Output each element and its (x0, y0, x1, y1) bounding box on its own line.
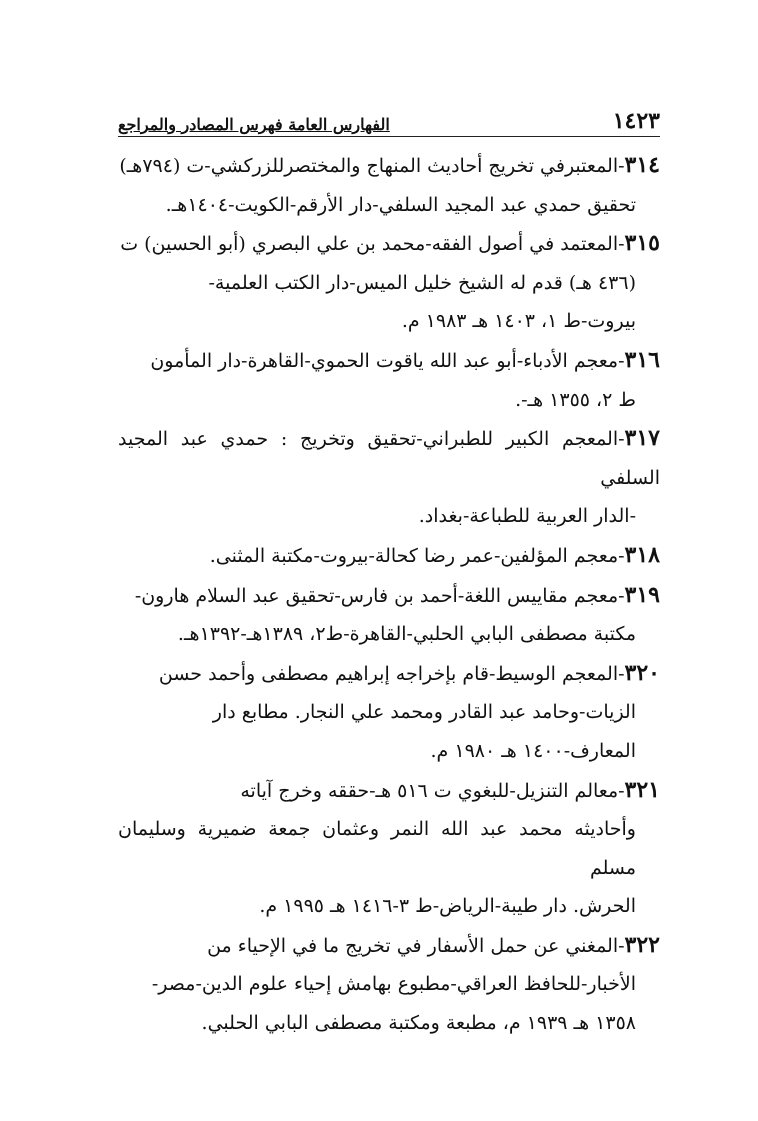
entry-number: ٣٢٢ (624, 931, 660, 958)
entry-line: -المعجم الوسيط-قام بإخراجه إبراهيم مصطفى وأحمد حسن (158, 662, 625, 685)
entry-line: وأحاديثه محمد عبد الله النمر وعثمان جمعة ضميرية وسليمان مسلم (118, 818, 636, 879)
bibliography-entry (118, 926, 660, 1043)
entry-number: ٣١٦ (624, 346, 660, 373)
entry-line: -المغني عن حمل الأسفار في تخريج ما في الإحياء من (207, 934, 625, 957)
entry-line: -معالم التنزيل-للبغوي ت ٥١٦ هـ-حققه وخرج آياته (240, 779, 625, 802)
entry-line: الزيات-وحامد عبد القادر ومحمد علي النجار. مطابع دار (212, 701, 636, 724)
bibliography-entry (118, 576, 660, 654)
page-header (118, 110, 660, 134)
bibliography-entry (118, 654, 660, 771)
entry-line: الأخبار-للحافظ العراقي-مطبوع بهامش إحياء علوم الدين-مصر- (151, 973, 636, 996)
bibliography-entry (118, 224, 660, 341)
entry-line: -المعتمد في أصول الفقه-محمد بن علي البصري (أبو الحسين) ت (120, 233, 625, 256)
entry-line: -معجم مقاييس اللغة-أحمد بن فارس-تحقيق عبد السلام هارون- (134, 584, 625, 607)
running-head: الفهارس العامة فهرس المصادر والمراجع (118, 115, 390, 134)
header-rule (118, 136, 660, 137)
bibliography-entry (118, 419, 660, 536)
entry-line: ١٣٥٨ هـ ١٩٣٩ م، مطبعة ومكتبة مصطفى البابي الحلبي. (201, 1012, 636, 1035)
entry-line: بيروت-ط ١، ١٤٠٣ هـ ١٩٨٣ م. (401, 310, 636, 333)
entry-line: -معجم المؤلفين-عمر رضا كحالة-بيروت-مكتبة المثنى. (209, 544, 625, 567)
entry-line: -الدار العربية للطباعة-بغداد. (418, 505, 636, 528)
bibliography-entry (118, 771, 660, 926)
entry-number: ٣٢٠ (624, 659, 660, 686)
entry-number: ٣١٩ (624, 581, 660, 608)
entry-line: -المعجم الكبير للطبراني-تحقيق وتخريج : حمدي عبد المجيد السلفي (118, 428, 660, 489)
entry-line: -المعتبرفي تخريج أحاديث المنهاج والمختصرللزركشي-ت (٧٩٤هـ) (119, 155, 625, 177)
entry-line: الحرش. دار طيبة-الرياض-ط ٣-١٤١٦ هـ ١٩٩٥ م. (259, 895, 636, 918)
entry-number: ٣١٥ (624, 230, 660, 257)
entry-number: ٣١٧ (624, 425, 660, 452)
entry-line: تحقيق حمدي عبد المجيد السلفي-دار الأرقم-الكويت-١٤٠٤هـ. (165, 193, 636, 216)
entry-number: ٣١٤ (624, 152, 660, 178)
bibliography-entry (118, 536, 660, 576)
entry-line: ط ٢، ١٣٥٥ هـ-. (515, 388, 636, 411)
entry-line: المعارف-١٤٠٠ هـ ١٩٨٠ م. (430, 739, 636, 762)
page-number: ١٤٢٣ (612, 108, 660, 134)
bibliography-list (118, 146, 660, 1043)
entry-line: -معجم الأدباء-أبو عبد الله ياقوت الحموي-القاهرة-دار المأمون (150, 349, 625, 372)
bibliography-entry (118, 146, 660, 224)
entry-line: مكتبة مصطفى البابي الحلبي-القاهرة-ط٢، ١٣٨٩هـ-١٣٩٢هـ. (177, 623, 636, 646)
entry-line: (٤٣٦ هـ) قدم له الشيخ خليل الميس-دار الكتب العلمية- (208, 271, 636, 294)
entry-number: ٣٢١ (624, 776, 660, 803)
bibliography-entry (118, 341, 660, 419)
entry-number: ٣١٨ (624, 541, 660, 568)
